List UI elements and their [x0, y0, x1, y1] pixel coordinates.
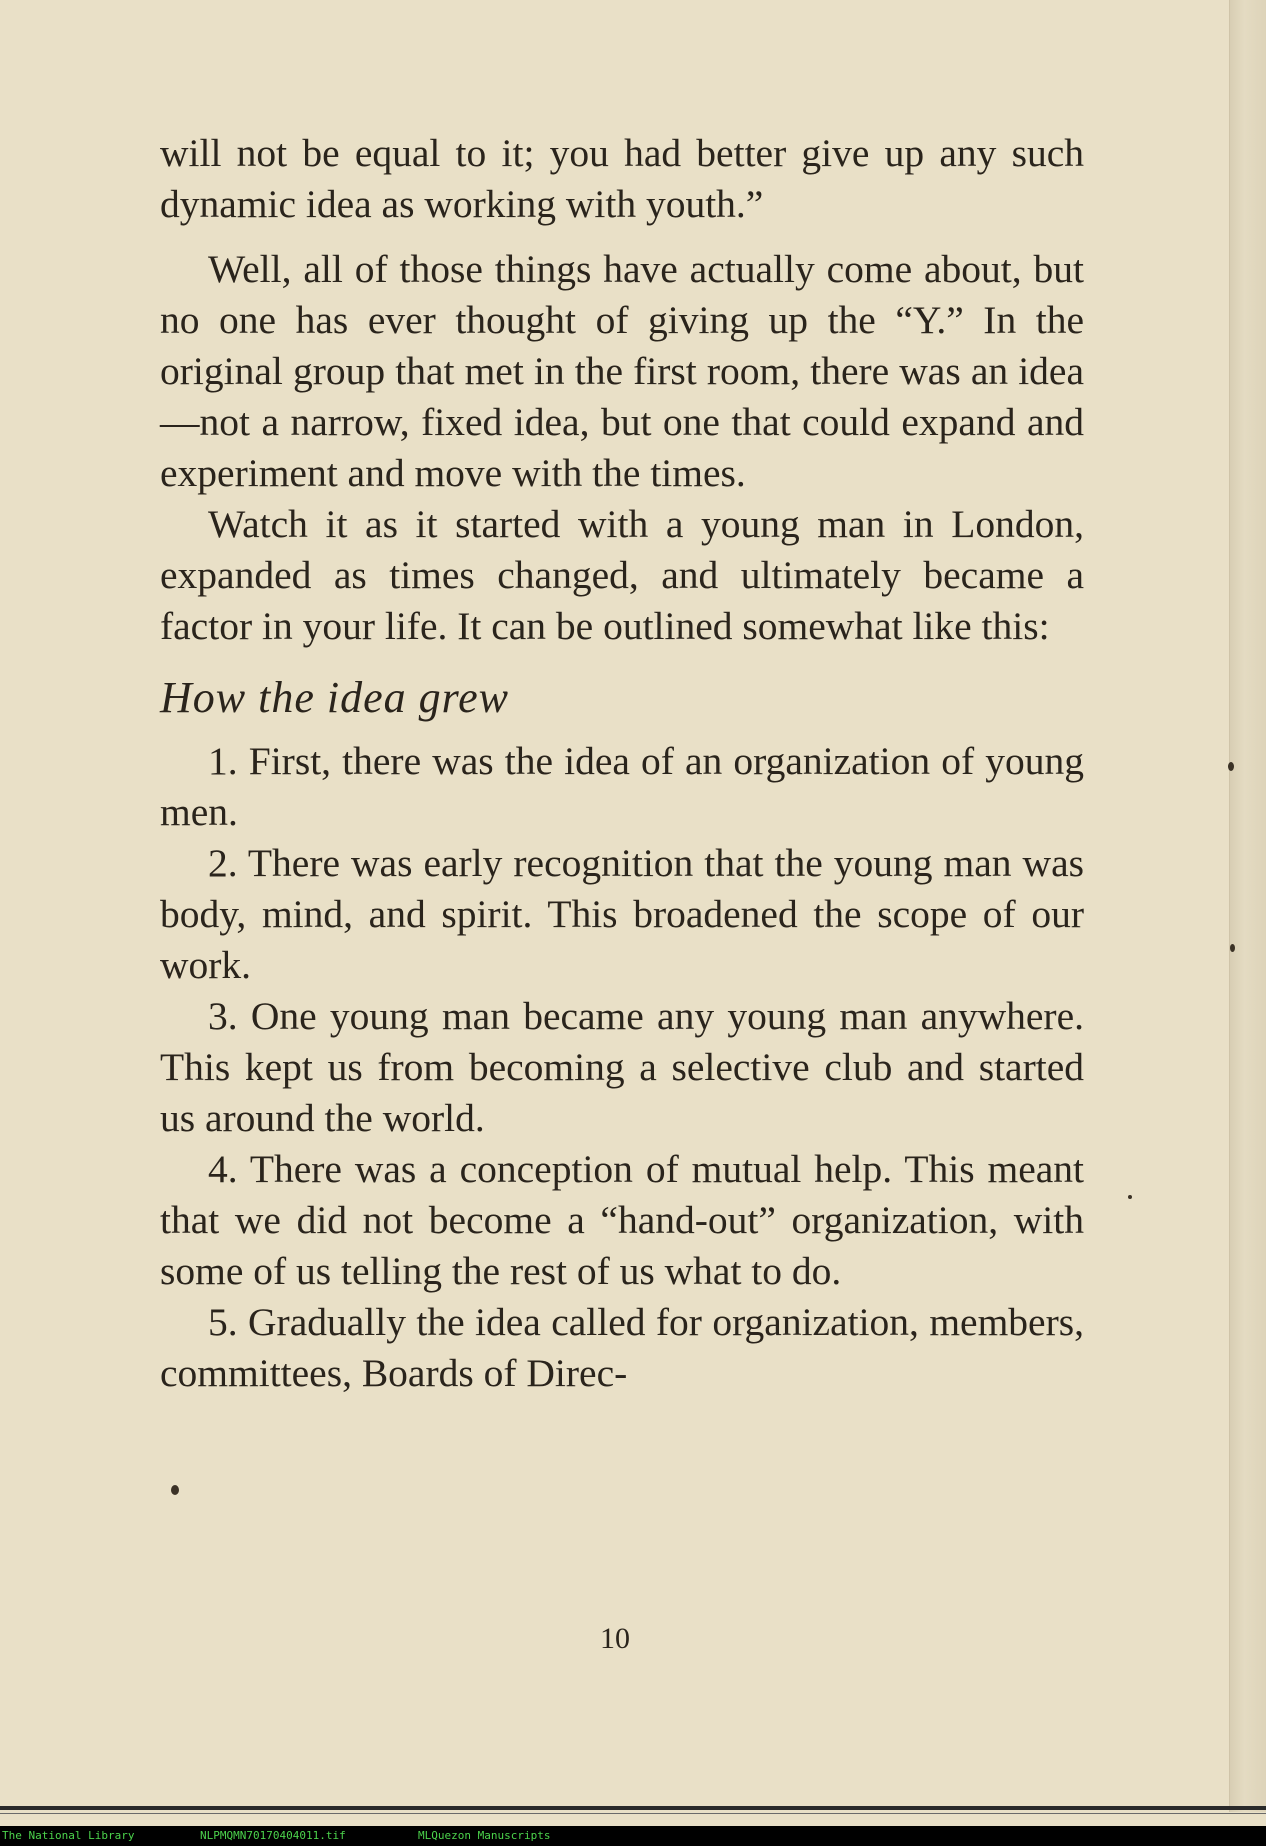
text-block	[160, 128, 1084, 1399]
list-item: 1. First, there was the idea of an organization of young men.	[160, 739, 1084, 834]
list-item: 5. Gradually the idea called for organization, members, committees, Boards of Direc-	[160, 1300, 1084, 1395]
page-bottom-rule	[0, 1806, 1266, 1810]
page-edge	[1229, 0, 1266, 1812]
paragraph-continuation: will not be equal to it; you had better give up any such dynamic idea as working with youth.”	[160, 131, 1084, 226]
ink-speck	[1230, 944, 1235, 952]
ink-speck	[1128, 1195, 1132, 1199]
paragraph-original-group: Well, all of those things have actually come about, but no one has ever thought of giving up the “Y.” In the original group that met in the first room, there was an idea—not a narrow, fixed idea, but one that could expand and experiment and move with the times.	[160, 247, 1084, 495]
footer-library: The National Library	[2, 1829, 135, 1842]
footer-filename: NLPMQMN70170404011.tif	[200, 1829, 346, 1842]
scan-footer-bar	[0, 1826, 1266, 1846]
ink-speck	[171, 1485, 179, 1495]
footer-collection: MLQuezon Manuscripts	[418, 1829, 551, 1842]
list-item: 4. There was a conception of mutual help. This meant that we did not become a “hand-out” organization, with some of us telling the rest of us what to do.	[160, 1147, 1084, 1293]
page-bottom-rule-secondary	[0, 1813, 1266, 1814]
page-number: 10	[600, 1622, 630, 1655]
list-item: 2. There was early recognition that the young man was body, mind, and spirit. This broadened the scope of our work.	[160, 841, 1084, 987]
ink-speck	[1228, 762, 1234, 771]
list-item: 3. One young man became any young man anywhere. This kept us from becoming a selective club and started us around the world.	[160, 994, 1084, 1140]
section-heading: How the idea grew	[160, 673, 509, 722]
paragraph-watch-it: Watch it as it started with a young man in London, expanded as times changed, and ultimately became a factor in your life. It can be outlined somewhat like this:	[160, 502, 1084, 648]
